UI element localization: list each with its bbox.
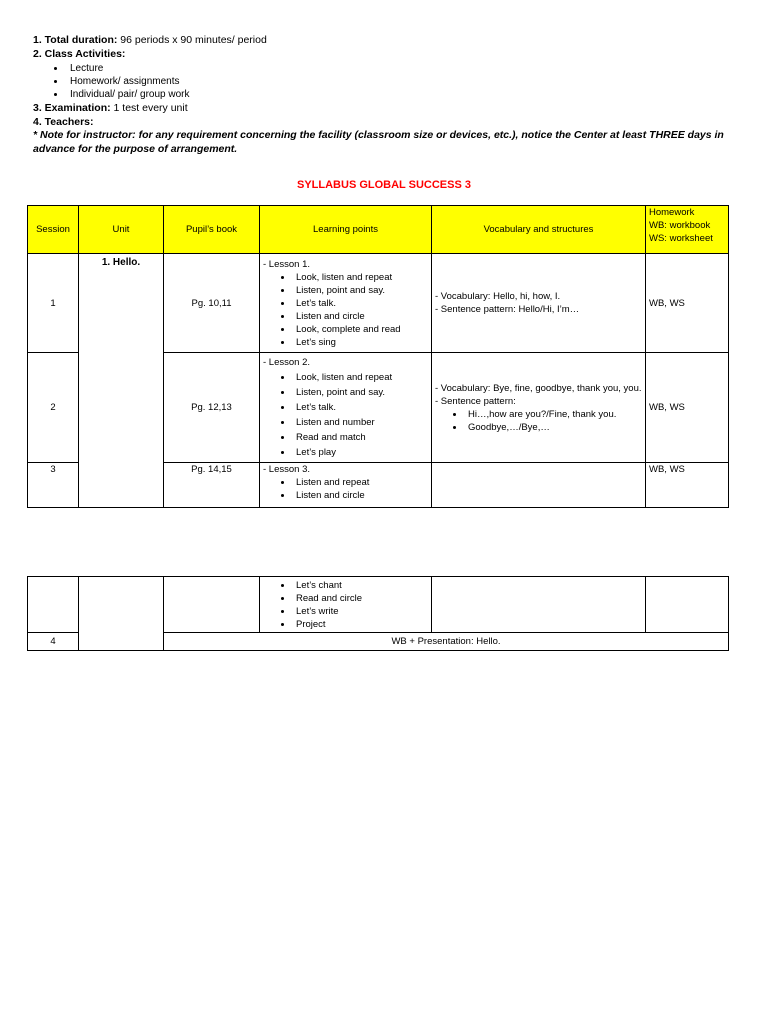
learning-item: • Listen and number [293, 415, 431, 430]
activity-item: • Lecture [66, 62, 733, 75]
book-cell: Pg. 10,11 [164, 254, 260, 353]
learning-cell [260, 353, 432, 463]
course-info [33, 33, 733, 156]
table-header-row [28, 206, 729, 254]
review-cell: WB + Presentation: Hello. [164, 633, 729, 651]
learning-list [260, 271, 431, 349]
learning-item: • Let’s play [293, 445, 431, 460]
duration-value: 96 periods x 90 minutes/ period [117, 34, 267, 46]
learning-list [260, 579, 431, 631]
unit-name: 1. Hello. [101, 257, 141, 268]
activity-item: • Individual/ pair/ group work [66, 88, 733, 101]
book-cell [164, 577, 260, 633]
vocab-cell [432, 353, 646, 463]
header-homework [646, 206, 729, 254]
session-cell: 4 [28, 633, 79, 651]
vocab-cell [432, 577, 646, 633]
table-row [28, 254, 729, 353]
learning-item: • Let’s chant [293, 579, 431, 592]
unit-cell [79, 254, 164, 508]
pattern-item: • Hi…,how are you?/Fine, thank you. [465, 408, 645, 421]
learning-item: • Listen, point and say. [293, 385, 431, 400]
learning-item: • Look, complete and read [293, 323, 431, 336]
header-pupils-book: Pupil’s book [164, 206, 260, 254]
learning-item: • Listen and circle [293, 310, 431, 323]
learning-item: • Let’s sing [293, 336, 431, 349]
learning-item: • Let’s talk. [293, 297, 431, 310]
session-cell [28, 577, 79, 633]
learning-item: • Let’s talk. [293, 400, 431, 415]
learning-list [260, 476, 431, 502]
exam-line [33, 101, 733, 115]
learning-item: • Let’s write [293, 605, 431, 618]
pattern-line: - Sentence pattern: [435, 395, 516, 407]
vocab-line: - Vocabulary: Hello, hi, how, I. [435, 291, 561, 302]
session-cell: 2 [28, 353, 79, 463]
homework-cell [646, 577, 729, 633]
exam-value: 1 test every unit [110, 102, 188, 114]
pattern-list [432, 408, 645, 434]
learning-cell [260, 463, 432, 508]
duration-line [33, 33, 733, 47]
learning-item: • Listen and repeat [293, 476, 431, 489]
duration-label: 1. Total duration: [33, 34, 118, 46]
learning-cell [260, 577, 432, 633]
learning-item: • Project [293, 618, 431, 631]
table-row [28, 577, 729, 633]
vocab-cell [432, 254, 646, 353]
vocab-line: - Vocabulary: Bye, fine, goodbye, thank you, you. [435, 382, 642, 394]
book-cell: Pg. 14,15 [164, 463, 260, 508]
pattern-line: - Sentence pattern: Hello/Hi, I’m… [435, 304, 580, 315]
book-cell: Pg. 12,13 [164, 353, 260, 463]
activities-list [33, 62, 733, 101]
learning-item: • Look, listen and repeat [293, 271, 431, 284]
syllabus-table [27, 205, 729, 508]
session-cell: 3 [28, 463, 79, 508]
learning-item: • Listen, point and say. [293, 284, 431, 297]
lesson-title: - Lesson 2. [263, 357, 310, 368]
header-homework-title: Homework [649, 207, 695, 218]
teachers-label: 4. Teachers: [33, 116, 94, 128]
header-homework-wb: WB: workbook [649, 220, 711, 231]
learning-item: • Read and circle [293, 592, 431, 605]
lesson-title: - Lesson 1. [263, 258, 310, 270]
instructor-note: * Note for instructor: for any requirement concerning the facility (classroom size or devices, etc.), notice the Center at least THREE days in advance for the purpose of arrangement. [33, 129, 724, 155]
teachers-line [33, 115, 733, 129]
header-vocabulary: Vocabulary and structures [432, 206, 646, 254]
lesson-title: - Lesson 3. [263, 464, 310, 475]
syllabus-title: SYLLABUS GLOBAL SUCCESS 3 [297, 179, 471, 191]
header-session: Session [28, 206, 79, 254]
learning-item: • Read and match [293, 430, 431, 445]
homework-cell: WB, WS [646, 353, 729, 463]
syllabus-table-continued [27, 576, 729, 651]
homework-cell: WB, WS [646, 254, 729, 353]
header-learning-points: Learning points [260, 206, 432, 254]
pattern-item: • Goodbye,…/Bye,… [465, 421, 645, 434]
exam-label: 3. Examination: [33, 102, 111, 114]
activity-item: • Homework/ assignments [66, 75, 733, 88]
learning-item: • Look, listen and repeat [293, 370, 431, 385]
activities-label: 2. Class Activities: [33, 48, 126, 60]
header-unit: Unit [79, 206, 164, 254]
learning-item: • Listen and circle [293, 489, 431, 502]
homework-cell: WB, WS [646, 463, 729, 508]
vocab-cell [432, 463, 646, 508]
learning-list [260, 370, 431, 460]
activities-line [33, 47, 733, 61]
learning-cell [260, 254, 432, 353]
session-cell: 1 [28, 254, 79, 353]
header-homework-ws: WS: worksheet [649, 233, 713, 244]
unit-cell [79, 577, 164, 651]
